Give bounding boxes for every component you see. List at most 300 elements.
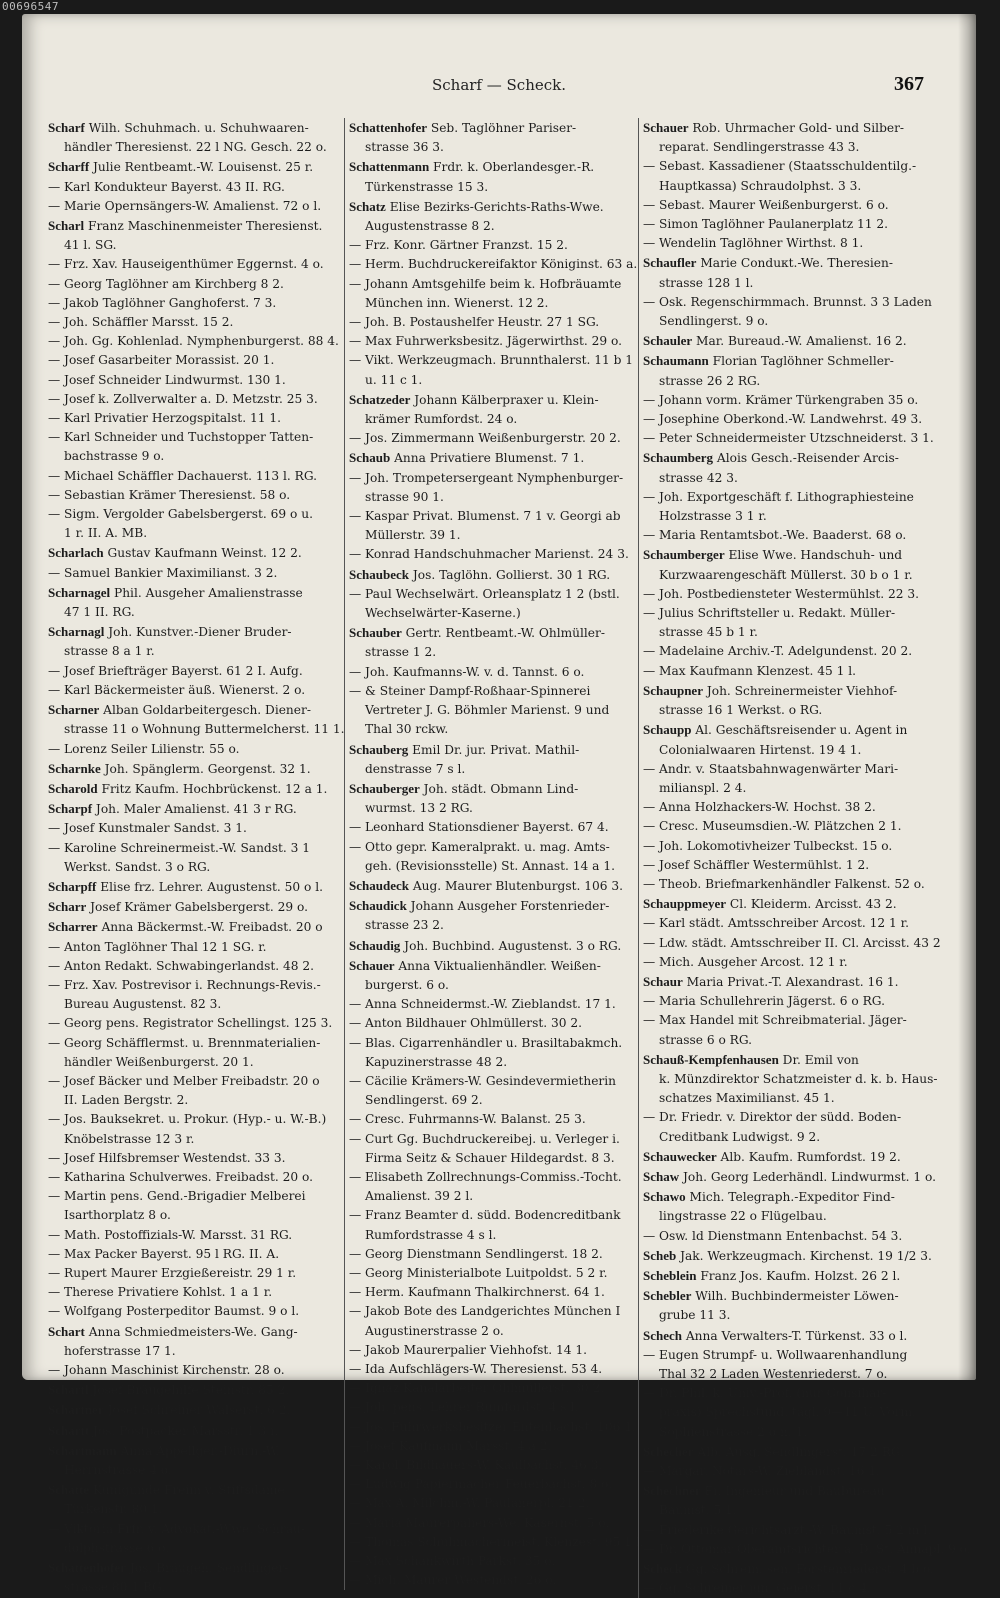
directory-entry [48, 1264, 344, 1283]
entry-surname: Schaupp [643, 722, 692, 738]
directory-entry [349, 1091, 643, 1110]
directory-entry [643, 177, 939, 196]
entry-text: — Joh. Exportgeschäft f. Lithographiesteine [643, 489, 914, 504]
entry-text: — Maria Maurerpaliers-We. Kasernst. 5 o. [349, 1515, 610, 1530]
entry-text: — Elisabeth Zollrechnungs-Commiss.-Tocht. [349, 1169, 622, 1184]
directory-entry [643, 953, 939, 972]
entry-text: — Martin pens. Gend.-Brigadier Melberei [48, 1189, 306, 1204]
directory-entry [48, 157, 344, 177]
directory-entry [349, 1264, 643, 1283]
entry-surname: Schaufler [643, 255, 697, 271]
directory-entry [48, 1400, 344, 1420]
entry-text: 41 l. SG. [64, 238, 117, 253]
directory-entry [643, 1481, 939, 1501]
directory-page [22, 14, 976, 1596]
directory-entry [349, 585, 643, 604]
entry-surname: Schauberg [349, 741, 409, 757]
entry-text: Mich. Telegraph.-Expeditor Find- [685, 1190, 895, 1205]
scan-id: 00696547 [2, 0, 59, 13]
entry-text: — Marie Opernsängers-W. Amalienst. 72 o l. [48, 198, 322, 213]
directory-entry [349, 1571, 643, 1590]
entry-text: — Georg Taglöhner am Kirchberg 8 2. [48, 276, 284, 291]
entry-text: — Thomas Schuhmachermeist. Klenzest. 95 1 l. [349, 1534, 644, 1549]
directory-entry [48, 1034, 344, 1053]
entry-text: — Dr. Ottomar Oberamtsrichter a. D. St. Annapl. 9 o. [643, 1541, 971, 1556]
entry-text: — Georg Dienstmann Sendlingerst. 18 2. [349, 1246, 603, 1261]
directory-entry [48, 255, 344, 274]
directory-entry [349, 643, 643, 662]
directory-entry [48, 1361, 344, 1380]
entry-text: — Karoline Schreinermeist.-W. Sandst. 3 1 [48, 840, 311, 855]
entry-surname: Schaub [349, 450, 391, 466]
directory-entry [643, 1266, 939, 1286]
entry-text: — Michael Schäffler Dachauerst. 113 l. RG. [48, 468, 318, 483]
entry-text: strasse 80 1 RG. [64, 1580, 166, 1595]
directory-entry [349, 720, 643, 739]
directory-entry [48, 236, 344, 255]
entry-text: Holzstrasse 3 1 r. [659, 509, 767, 524]
directory-entry [349, 545, 643, 564]
entry-text: Thal 32 2 Laden Westenriederst. 7 o. [659, 1367, 888, 1381]
entry-text: Mar. Bureaud.-W. Amalienst. 16 2. [692, 334, 907, 349]
directory-entry [349, 197, 643, 217]
entry-text: München inn. Wienerst. 12 2. [365, 295, 549, 310]
directory-entry [643, 234, 939, 253]
directory-entry [349, 1322, 643, 1341]
directory-entry [48, 583, 344, 603]
directory-entry [349, 623, 643, 643]
directory-entry [643, 545, 939, 565]
directory-entry [643, 1346, 939, 1365]
entry-text: Sendlingerst. 69 2. [365, 1093, 483, 1108]
entry-text: Anna Viktualienhändler. Weißen- [394, 958, 601, 973]
directory-entry [643, 488, 939, 507]
entry-text: Wilh. Schuhmach. u. Schuhwaaren- [84, 121, 309, 135]
directory-entry [643, 1089, 939, 1108]
directory-entry [643, 1227, 939, 1246]
entry-text: Kunigunde Freiin v. Stiftsdame [89, 1483, 285, 1498]
entry-text: — Lorenz Seiler Lilienstr. 55 o. [48, 741, 240, 756]
entry-text: Josef Schreiner Walserst. 6 2. [103, 1403, 291, 1418]
entry-text: Alois Gesch.-Reisender Arcis- [713, 451, 899, 466]
entry-surname: Schartmann [48, 1442, 117, 1458]
directory-entry [349, 371, 643, 390]
directory-entry [643, 331, 939, 351]
directory-entry [349, 1110, 643, 1129]
directory-entry [643, 566, 939, 585]
directory-entry [349, 1418, 643, 1437]
directory-entry [643, 351, 939, 371]
directory-entry [643, 138, 939, 157]
entry-text: Vertreter J. G. Böhmler Marienst. 9 und [365, 703, 610, 718]
directory-entry [48, 1342, 344, 1361]
entry-surname: Scharpff [48, 878, 97, 894]
directory-entry [48, 976, 344, 995]
entry-text: strasse 45 b 1 r. [659, 625, 758, 640]
entry-text: 1 r. II. A. MB. [64, 526, 148, 541]
directory-entry [643, 837, 939, 856]
entry-text: Alban Goldarbeitergesch. Diener- [99, 703, 311, 718]
entry-text: — Johann Maschinist Kirchenstr. 28 o. [48, 1363, 285, 1377]
directory-entry [48, 197, 344, 216]
entry-text: — Karl städt. Amtsschreiber Arcost. 12 1 r. [643, 916, 910, 931]
entry-text: Sophienstrasse 2 o n. 1. [659, 1424, 808, 1439]
entry-text: Johann Ausgeher Forstenrieder- [406, 899, 610, 914]
entry-text: — Madelaine Archiv.-T. Adelgundenst. 20 2. [643, 644, 913, 659]
directory-entry [349, 351, 643, 370]
directory-entry [48, 917, 344, 937]
entry-text: Marie Conduкt.-We. Theresien- [696, 256, 893, 271]
directory-entry [643, 1286, 939, 1306]
entry-surname: Scharner [48, 702, 100, 718]
directory-entry [643, 972, 939, 992]
directory-entry [48, 1322, 344, 1342]
entry-text: Türkenstrasse 15 3. [365, 179, 489, 194]
directory-entry [643, 604, 939, 623]
entry-text: Wilh. Buchbindermeister Löwen- [691, 1289, 899, 1304]
entry-text: Wechselwärter-Kaserne.) [365, 606, 521, 621]
entry-text: — Georg Ministerialbote Luitpoldst. 5 2 r. [349, 1265, 608, 1280]
directory-entry [643, 507, 939, 526]
directory-entry [349, 838, 643, 857]
entry-text: Bureau Augustenst. 82 3. [64, 997, 222, 1012]
directory-entry [48, 1053, 344, 1072]
entry-text: — Theob. Briefmarkenhändler Falkenst. 52 o. [643, 876, 925, 891]
entry-text: — Joh. Schäffler Marsst. 15 2. [48, 315, 234, 330]
entry-text: — Sebastian Krämer Theresienst. 58 o. [48, 487, 291, 502]
entry-text: — Joh. Postbediensteter Westermühlst. 22 3. [643, 586, 920, 601]
directory-entry [643, 1403, 939, 1422]
entry-surname: Schauß-Kempfenhausen [643, 1051, 779, 1067]
directory-entry [643, 914, 939, 933]
entry-text: — Josef k. Zollverwalter a. D. Metzstr. 25 3. [48, 391, 318, 406]
entry-surname: Schaw [643, 1168, 680, 1184]
entry-text: — Cresc. Fuhrmanns-W. Balanst. 25 3. [349, 1112, 586, 1127]
directory-entry [349, 1514, 643, 1533]
directory-entry [48, 995, 344, 1014]
entry-text: reparat. Sendlingerstrasse 43 3. [659, 140, 860, 155]
entry-text: — Vikt. Werkzeugmach. Brunnthalerst. 11 b 1 [349, 353, 634, 368]
entry-text: milianspl. 2 4. [659, 780, 747, 795]
directory-entry [643, 760, 939, 779]
entry-text: strasse 128 1 l. [659, 275, 754, 290]
directory-entry [48, 662, 344, 681]
entry-surname: Schecher [643, 1443, 694, 1459]
directory-entry [349, 1014, 643, 1033]
directory-entry [48, 877, 344, 897]
entry-text: krämer Rumfordst. 24 o. [365, 412, 518, 427]
directory-entry [643, 681, 939, 701]
directory-entry [643, 1384, 939, 1403]
entry-text: Augustinerstrasse 2 o. [365, 1323, 504, 1338]
entry-surname: Schauberger [349, 780, 420, 796]
directory-entry [643, 526, 939, 545]
directory-entry [48, 681, 344, 700]
directory-entry [643, 410, 939, 429]
directory-entry [48, 1245, 344, 1264]
entry-text: Herrnstrasse 4 o. [64, 1463, 172, 1478]
entry-text: — Jos. Fuhrwerksbesitzer Entenbachst. 106 1. [349, 1419, 636, 1434]
entry-surname: Scharf [48, 120, 85, 135]
directory-entry [643, 798, 939, 817]
directory-entry [48, 1072, 344, 1091]
entry-text: Josef Bräugehilfe Steinstr. 85 2. [88, 1383, 290, 1398]
entry-text: — Maria Schullehrerin Jägerst. 6 o RG. [643, 994, 885, 1009]
directory-entry [643, 1031, 939, 1050]
entry-text: — Wendelin Taglöhner Wirthst. 8 1. [643, 236, 864, 251]
entry-text: — Rupert Maurer Erzgießereistr. 29 1 r. [48, 1265, 297, 1280]
directory-entry [349, 332, 643, 351]
entry-text: — Herm. Buchdruckereifaktor Königinst. 63 a. [349, 257, 638, 272]
entry-text: — Anton Redakt. Schwabingerlandst. 48 2. [48, 958, 314, 973]
entry-text: — Therese Privatiere Kohlst. 1 a 1 r. [48, 1285, 273, 1300]
entry-text: — Max A. Milchm.-W. Paulanerpl. 21 2. [349, 1496, 590, 1511]
entry-text: Gustav Kaufmann Weinst. 12 2. [103, 546, 302, 561]
directory-entry [48, 603, 344, 622]
directory-entry [48, 779, 344, 799]
entry-surname: Schartl [48, 1382, 89, 1398]
entry-text: Gertr. Rentbeamt.-W. Ohlmüller- [401, 626, 605, 641]
directory-entry [349, 760, 643, 779]
directory-entry [48, 390, 344, 409]
entry-surname: Schatz [349, 198, 386, 214]
entry-text: strasse 1 2. [365, 645, 437, 660]
entry-text: — Peter Schneidermeister Utzschneiderst. 3 1. [643, 431, 934, 446]
directory-entry [349, 1053, 643, 1072]
entry-surname: Schauler [643, 333, 693, 349]
directory-entry [48, 275, 344, 294]
entry-surname: Scheblein [643, 1267, 697, 1283]
entry-text: — Jos. Bauksekret. u. Prokur. (Hyp.- u. W.-B.) [48, 1112, 327, 1127]
entry-text: — Sigm. Vergolder Gabelsbergerst. 69 o u. [48, 507, 313, 522]
directory-entry [643, 293, 939, 312]
entry-text: geh. (Revisionsstelle) St. Annast. 14 a 1. [365, 858, 615, 873]
entry-text: Anna Schmiedmeisters-We. Gang- [84, 1324, 298, 1339]
entry-text: hoferstrasse 17 1. [64, 1343, 176, 1358]
entry-text: — Anton Taglöhner Thal 12 1 SG. r. [48, 939, 267, 954]
entry-text: Anna Verwalters-T. Türkenst. 33 o l. [682, 1328, 908, 1343]
directory-entry [48, 799, 344, 819]
directory-entry [643, 448, 939, 468]
directory-entry [349, 255, 643, 274]
entry-surname: Scharnagel [48, 584, 111, 600]
entry-text: — Cresc. Museumsdien.-W. Plätzchen 2 1. [643, 819, 902, 834]
entry-text: Josef Krämer Gabelsbergerst. 29 o. [86, 900, 309, 915]
entry-text: II. Laden Bergstr. 2. [64, 1093, 189, 1108]
directory-entry [48, 1110, 344, 1129]
entry-text: Firma Seitz & Schauer Hildegardst. 8 3. [365, 1150, 615, 1165]
directory-entry [643, 856, 939, 875]
entry-text: strasse 6 o RG. [659, 1032, 753, 1047]
entry-text: — Karl Schneider und Tuchstopper Tatten- [48, 430, 314, 445]
entry-text: — Jos. Zimmermann Weißenburgerstr. 20 2. [349, 431, 621, 446]
entry-text: strasse 90 1. [365, 489, 444, 504]
entry-surname: Scharnke [48, 760, 101, 776]
directory-entry [349, 1494, 643, 1513]
directory-entry [349, 526, 643, 545]
entry-text: Sendlingerst. 9 o. [659, 314, 769, 329]
entry-text: — Anton Bildhauer Ohlmüllerst. 30 2. [349, 1016, 582, 1031]
directory-entry [643, 391, 939, 410]
directory-entry [48, 467, 344, 486]
column-middle [344, 118, 643, 1590]
entry-surname: Schartt [48, 1422, 90, 1438]
entry-text: Maria Privat.-T. Alexandrast. 16 1. [682, 974, 899, 989]
directory-entry [643, 1070, 939, 1089]
entry-text: strasse 36 3. [365, 140, 444, 155]
entry-text: — Ludwig Papiermacher Feuerbachst. 8 o. [349, 1477, 613, 1492]
entry-text: — Ldw. städt. Amtsschreiber II. Cl. Arcisst. 43 2 [643, 935, 941, 950]
entry-text: — Leonhard Stationsdiener Bayerst. 67 4. [349, 820, 609, 835]
entry-text: Augustenstrasse 8 2. [365, 219, 495, 234]
directory-entry [643, 1579, 939, 1598]
directory-entry [349, 138, 643, 157]
entry-text: Jos. Taglöhn. Gollierst. 30 1 RG. [408, 567, 611, 582]
directory-entry [643, 372, 939, 391]
directory-entry [48, 1441, 344, 1461]
entry-text: — Josef Briefträger Bayerst. 61 2 I. Aufg. [48, 663, 303, 678]
entry-text: — Herm. Kaufmann Thalkirchnerst. 64 1. [349, 1285, 605, 1300]
directory-entry [48, 1578, 344, 1597]
entry-text: strasse 11 o Wohnung Buttermelcherst. 11 1. [64, 722, 345, 737]
entry-surname: Scharpf [48, 801, 93, 817]
directory-entry [349, 876, 643, 896]
directory-entry [48, 700, 344, 720]
entry-text: — Max Packer Bayerst. 95 l RG. II. A. [48, 1246, 280, 1261]
entry-text: — Joh. Trompetersergeant Nymphenburger- [349, 470, 624, 485]
entry-text: — Gg. Schreiner jun. Geierst. 11 c 4. [643, 1581, 871, 1596]
directory-entry [349, 236, 643, 255]
entry-text: Dr. Emil von [778, 1052, 859, 1067]
entry-surname: Schaumberg [643, 450, 714, 466]
directory-entry [48, 1380, 344, 1400]
entry-text: — Viktoria Frfr. v. Advokat.-Wwe. Schrau- [48, 1521, 305, 1536]
entry-text: wurmst. 13 2 RG. [365, 801, 473, 816]
directory-entry [48, 524, 344, 543]
entry-text: strasse 42 3. [659, 470, 738, 485]
directory-entry [349, 1149, 643, 1168]
entry-text: Knöbelstrasse 12 3 r. [64, 1131, 195, 1146]
entry-surname: Schaupner [643, 682, 703, 698]
directory-entry [643, 585, 939, 604]
entry-text: Jos. Bräugeh. Sendlinger- [126, 1561, 289, 1576]
directory-entry [48, 216, 344, 236]
entry-text: — Margar. Notars-W. Zieblandst. 16 1. [643, 1464, 880, 1479]
column-right [638, 118, 971, 1598]
directory-entry [48, 543, 344, 563]
entry-text: Julie Rentbeamt.-W. Louisenst. 25 r. [89, 160, 314, 175]
entry-text: Florian Taglöhner Schmeller- [708, 354, 894, 369]
entry-surname: Schauber [349, 625, 402, 641]
directory-entry [643, 894, 939, 914]
entry-surname: Scharlach [48, 545, 104, 561]
entry-text: — Osk. Regenschirmmach. Brunnst. 3 3 Laden [643, 294, 932, 309]
entry-text: dolphstrasse 6 o. [64, 1540, 170, 1555]
entry-text: — Ignaz Kanalarbeiter Ohlmüllerst. 30 2. [349, 1381, 605, 1396]
entry-text: Joh. Buchbind. Augustenst. 3 o RG. [400, 938, 622, 953]
entry-text: — Georg Schäfflermst. u. Brennmaterialien- [48, 1035, 321, 1050]
entry-text: Rumfordstrasse 4 s l. [365, 1227, 497, 1242]
entry-text: Joh. städt. Obmann Lind- [419, 781, 579, 796]
entry-text: — Frz. Konr. Gärtner Franzst. 15 2. [349, 238, 568, 253]
entry-surname: Scharold [48, 780, 98, 796]
directory-entry [643, 1167, 939, 1187]
directory-entry [349, 1398, 643, 1417]
directory-entry [349, 701, 643, 720]
entry-text: händler Weißenburgerst. 20 1. [64, 1054, 254, 1069]
directory-entry [349, 448, 643, 468]
directory-entry [643, 1521, 939, 1540]
directory-entry [48, 1187, 344, 1206]
entry-text: Anna Bäckermst.-W. Freibadst. 20 o [97, 920, 323, 935]
directory-entry [643, 1306, 939, 1325]
directory-entry [48, 1480, 344, 1500]
directory-entry [643, 662, 939, 681]
entry-surname: Scharl [48, 218, 85, 234]
entry-text: Franz Jos. Kaufm. Holzst. 26 2 l. [696, 1268, 901, 1283]
entry-text: bachstrasse 9 o. [64, 449, 165, 464]
entry-text: — Johann Amtsgehilfe beim k. Hofbräuamte [349, 276, 622, 291]
page-number: 367 [894, 73, 924, 95]
entry-text: Anna Privatiere Blumenst. 7 1. [390, 451, 585, 466]
directory-entry [349, 779, 643, 799]
directory-entry [643, 312, 939, 331]
directory-entry [48, 1168, 344, 1187]
entry-text: — Karl Bäckermeister äuß. Wienerst. 2 o. [48, 682, 306, 697]
directory-entry [643, 1540, 971, 1559]
directory-entry [643, 1187, 939, 1207]
entry-text: — Julius Schriftsteller u. Redakt. Müller- [643, 606, 896, 621]
directory-entry [48, 428, 344, 447]
entry-surname: Schaumann [643, 353, 709, 369]
entry-text: Frdr. k. Oberlandesger.-R. [429, 160, 595, 175]
directory-entry [349, 410, 643, 429]
entry-text: — Andr. v. Staatsbahnwagenwärter Mari- [643, 761, 899, 776]
entry-text: Müllerstr. 39 1. [365, 528, 461, 543]
entry-text: — Johann vorm. Krämer Türkengraben 35 o. [643, 392, 919, 407]
directory-entry [349, 1437, 643, 1456]
directory-entry [349, 1533, 643, 1552]
entry-text: schatzes Maximilianst. 45 1. [659, 1091, 835, 1106]
entry-text: — Anna Holzhackers-W. Hochst. 38 2. [643, 800, 876, 815]
entry-text: Cl. Kleiderm. Arcisst. 43 2. [726, 897, 897, 912]
entry-text: 47 1 II. RG. [64, 605, 135, 620]
entry-text: Elise frz. Lehrer. Augustenst. 50 o l. [96, 879, 324, 894]
entry-surname: Scharff [48, 159, 90, 175]
entry-text: Joh. Spänglerm. Georgenst. 32 1. [100, 761, 311, 776]
entry-surname: Schart [48, 1323, 85, 1339]
directory-entry [643, 1128, 939, 1147]
entry-text: — Karl Privatier Herzogspitalst. 11 1. [48, 411, 281, 426]
directory-entry [643, 1207, 939, 1226]
directory-entry [643, 875, 939, 894]
directory-entry [349, 663, 643, 682]
entry-text: Baumst. 5 1. [659, 1503, 737, 1518]
entry-text: — Jakob Taglöhner Ganghoferst. 7 3. [48, 295, 277, 310]
directory-entry [643, 274, 939, 293]
directory-entry [643, 1423, 939, 1442]
directory-entry [349, 1283, 643, 1302]
directory-entry [643, 817, 939, 836]
entry-text: — Anna Schneidermst.-W. Zieblandst. 17 1. [349, 997, 616, 1012]
directory-entry [349, 1341, 643, 1360]
entry-text: Colonialwaaren Hirtenst. 19 4 1. [659, 742, 862, 757]
entry-text: händler Theresienst. 22 l NG. Gesch. 22 o. [64, 140, 327, 155]
directory-entry [48, 839, 344, 858]
entry-text: — Karl Kondukteur Bayerst. 43 II. RG. [48, 179, 285, 194]
entry-text: — Josef Hilfsbremser Westendst. 33 3. [48, 1150, 286, 1165]
entry-text: u. 11 c 1. [365, 372, 423, 387]
